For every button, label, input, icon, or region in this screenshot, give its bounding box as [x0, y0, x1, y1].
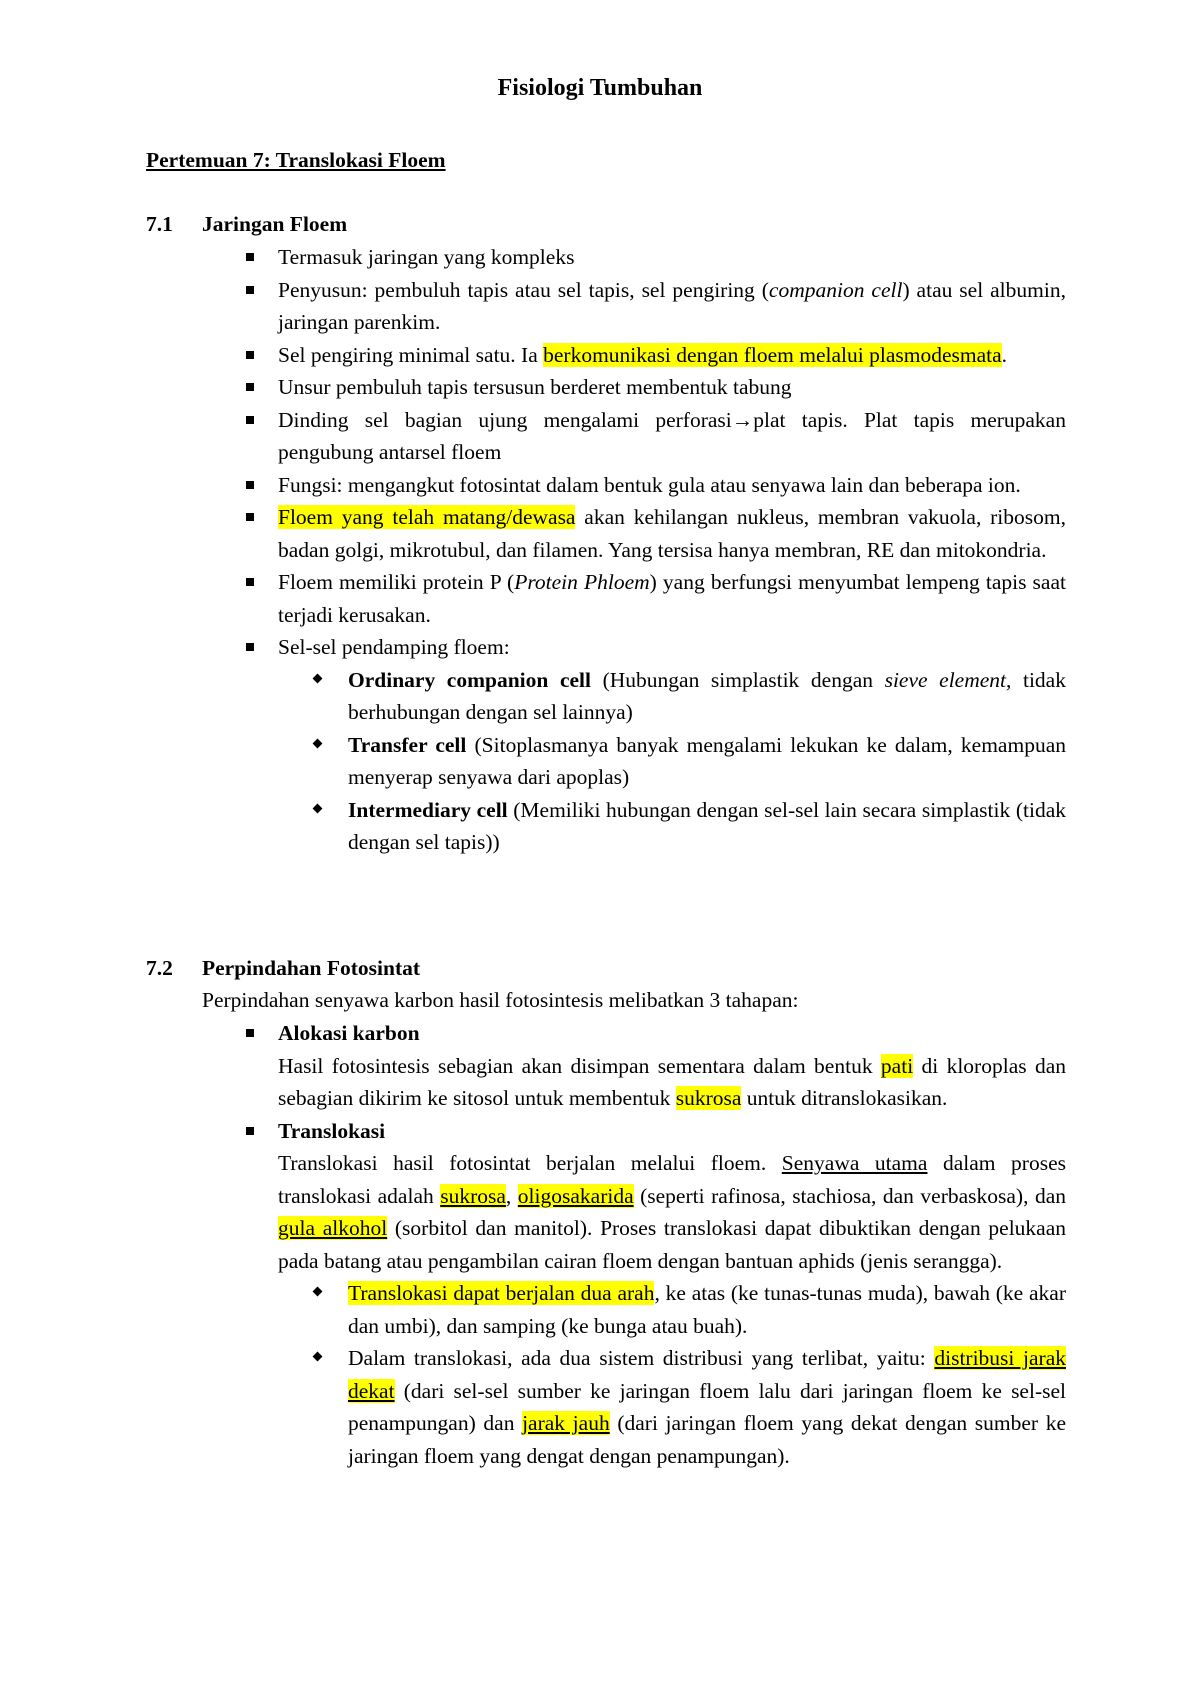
document-title: Fisiologi Tumbuhan [497, 75, 703, 101]
section-heading-7-2 [146, 952, 420, 984]
meeting-subtitle: Pertemuan 7: Translokasi Floem [146, 148, 446, 172]
highlighted-text: distribusi jarak dekat [348, 1346, 1066, 1403]
section-title: Perpindahan Fotosintat [202, 956, 421, 980]
list-item: Floem memiliki protein P (Protein Phloem) yang berfungsi menyumbat lempeng tapis saat terjadi kerusakan. [278, 566, 1066, 631]
highlighted-text: berkomunikasi dengan floem melalui plasmodesmata [543, 342, 1002, 367]
section-number: 7.2 [146, 956, 173, 980]
section-intro: Perpindahan senyawa karbon hasil fotosintesis melibatkan 3 tahapan: [202, 988, 799, 1012]
section-number: 7.1 [146, 212, 173, 236]
list-item: Penyusun: pembuluh tapis atau sel tapis, sel pengiring (companion cell) atau sel albumin, jaringan parenkim. [278, 274, 1066, 339]
sub-list-item: Ordinary companion cell (Hubungan simplastik dengan sieve element, tidak berhubungan dengan sel lainnya) [348, 664, 1066, 729]
sub-list-item: Dalam translokasi, ada dua sistem distribusi yang terlibat, yaitu: distribusi jarak dekat (dari sel-sel sumber ke jaringan floem lalu dari jaringan floem ke sel-sel penampungan) dan jarak jauh (dari jaringan floem yang dekat dengan sumber ke jaringan floem yang dengat dengan penampungan). [348, 1342, 1066, 1472]
highlighted-text: pati [880, 1053, 914, 1078]
highlighted-text: gula alkohol [278, 1216, 388, 1240]
list-item: Unsur pembuluh tapis tersusun berderet membentuk tabung [278, 371, 1066, 404]
sub-list-item: Translokasi dapat berjalan dua arah, ke atas (ke tunas-tunas muda), bawah (ke akar dan umbi), dan samping (ke bunga atau buah). [348, 1277, 1066, 1342]
paragraph: Hasil fotosintesis sebagian akan disimpan sementara dalam bentuk pati di kloroplas dan sebagian dikirim ke sitosol untuk membentuk sukrosa untuk ditranslokasikan. [278, 1053, 1066, 1110]
subsection-title: Alokasi karbon [278, 1021, 420, 1045]
list-item: Sel-sel pendamping floem: Ordinary companion cell (Hubungan simplastik dengan sieve element, tidak berhubungan dengan sel lainnya) Transfer cell (Sitoplasmanya banyak mengalami lekukan ke dalam, kemampuan menyerap senyawa dari apoplas) Intermediary cell (Memiliki hubungan dengan sel-sel lain secara simplastik (tidak dengan sel tapis)) [278, 631, 1066, 859]
highlighted-text: Translokasi dapat berjalan dua arah [348, 1281, 655, 1305]
section-7-1-list [278, 241, 1066, 859]
section-title: Jaringan Floem [202, 212, 348, 236]
list-item [278, 1017, 1066, 1115]
section-7-2-list [278, 1017, 1066, 1472]
highlighted-text: jarak jauh [522, 1411, 610, 1435]
arrow-icon: → [731, 407, 754, 432]
highlighted-text: sukrosa [675, 1086, 742, 1110]
translocation-list [278, 1277, 1066, 1472]
list-item: Sel pengiring minimal satu. Ia berkomunikasi dengan floem melalui plasmodesmata. [278, 339, 1066, 372]
sub-list-item: Transfer cell (Sitoplasmanya banyak mengalami lekukan ke dalam, kemampuan menyerap senyawa dari apoplas) [348, 729, 1066, 794]
paragraph: Translokasi hasil fotosintat berjalan melalui floem. Senyawa utama dalam proses translokasi adalah sukrosa, oligosakarida (seperti rafinosa, stachiosa, dan verbaskosa), dan gula alkohol (sorbitol dan manitol). Proses translokasi dapat dibuktikan dengan pelukaan pada batang atau pengambilan cairan floem dengan bantuan aphids (jenis serangga). [278, 1151, 1066, 1273]
highlighted-text: oligosakarida [517, 1183, 634, 1208]
subsection-title: Translokasi [278, 1118, 386, 1143]
list-item: Fungsi: mengangkut fotosintat dalam bentuk gula atau senyawa lain dan beberapa ion. [278, 469, 1066, 502]
section-heading-7-1 [146, 208, 347, 240]
list-item [278, 1115, 1066, 1473]
list-item: Termasuk jaringan yang kompleks [278, 241, 1066, 274]
sub-list-item: Intermediary cell (Memiliki hubungan dengan sel-sel lain secara simplastik (tidak dengan sel tapis)) [348, 794, 1066, 859]
highlighted-text: Floem yang telah matang/dewasa [278, 505, 576, 529]
list-item: Dinding sel bagian ujung mengalami perforasi→plat tapis. Plat tapis merupakan pengubung antarsel floem [278, 404, 1066, 469]
companion-cell-list [278, 664, 1066, 859]
highlighted-text: sukrosa [440, 1183, 506, 1208]
list-item: Floem yang telah matang/dewasa akan kehilangan nukleus, membran vakuola, ribosom, badan golgi, mikrotubul, dan filamen. Yang tersisa hanya membran, RE dan mitokondria. [278, 501, 1066, 566]
